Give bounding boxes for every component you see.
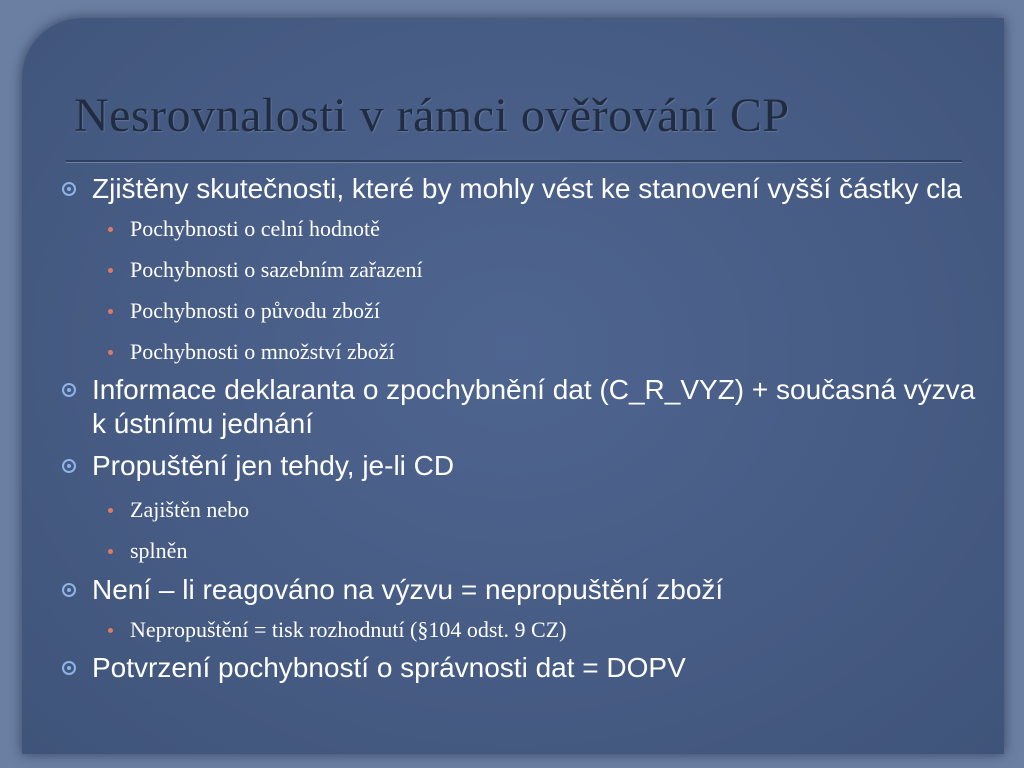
sub-bullet-text: Pochybnosti o celní hodnotě: [130, 216, 380, 241]
dot-bullet-icon: [108, 268, 113, 273]
dot-bullet-icon: [108, 549, 113, 554]
sub-bullet-item: [60, 216, 980, 242]
sub-bullet-item: [60, 298, 980, 324]
sub-bullet-text: Nepropuštění = tisk rozhodnutí (§104 odst. 9 CZ): [130, 617, 567, 642]
bullet-text: Informace deklaranta o zpochybnění dat (C_R_VYZ) + současná výzva k ústnímu jednání: [92, 374, 976, 439]
bullet-list: [60, 168, 980, 685]
sub-bullet-item: [60, 538, 980, 564]
sub-bullet-item: [60, 497, 980, 523]
bullet-item: [60, 373, 980, 441]
sub-bullet-item: [60, 617, 980, 643]
circle-bullet-icon: [62, 182, 76, 196]
bullet-text: Propuštění jen tehdy, je-li CD: [92, 450, 455, 481]
slide-title: Nesrovnalosti v rámci ověřování CP: [74, 89, 790, 142]
bullet-text: Potvrzení pochybností o správnosti dat = DOPV: [92, 652, 686, 683]
sub-bullet-item: [60, 339, 980, 365]
circle-bullet-icon: [62, 661, 76, 675]
bullet-item: [60, 573, 980, 607]
dot-bullet-icon: [108, 350, 113, 355]
bullet-item: [60, 172, 980, 206]
dot-bullet-icon: [108, 309, 113, 314]
title-divider: [66, 160, 962, 163]
sub-bullet-text: Pochybnosti o sazebním zařazení: [130, 257, 423, 282]
sub-bullet-item: [60, 257, 980, 283]
dot-bullet-icon: [108, 628, 113, 633]
bullet-item: [60, 651, 980, 685]
bullet-text: Zjištěny skutečnosti, které by mohly vést ke stanovení vyšší částky cla: [92, 173, 962, 204]
sub-bullet-text: Zajištěn nebo: [130, 497, 250, 522]
circle-bullet-icon: [62, 583, 76, 597]
circle-bullet-icon: [62, 459, 76, 473]
sub-bullet-text: Pochybnosti o množství zboží: [130, 339, 395, 364]
bullet-item: [60, 449, 980, 483]
circle-bullet-icon: [62, 383, 76, 397]
dot-bullet-icon: [108, 227, 113, 232]
sub-bullet-text: Pochybnosti o původu zboží: [130, 298, 380, 323]
sub-bullet-text: splněn: [130, 538, 188, 563]
bullet-text: Není – li reagováno na výzvu = nepropuštění zboží: [92, 574, 724, 605]
dot-bullet-icon: [108, 508, 113, 513]
